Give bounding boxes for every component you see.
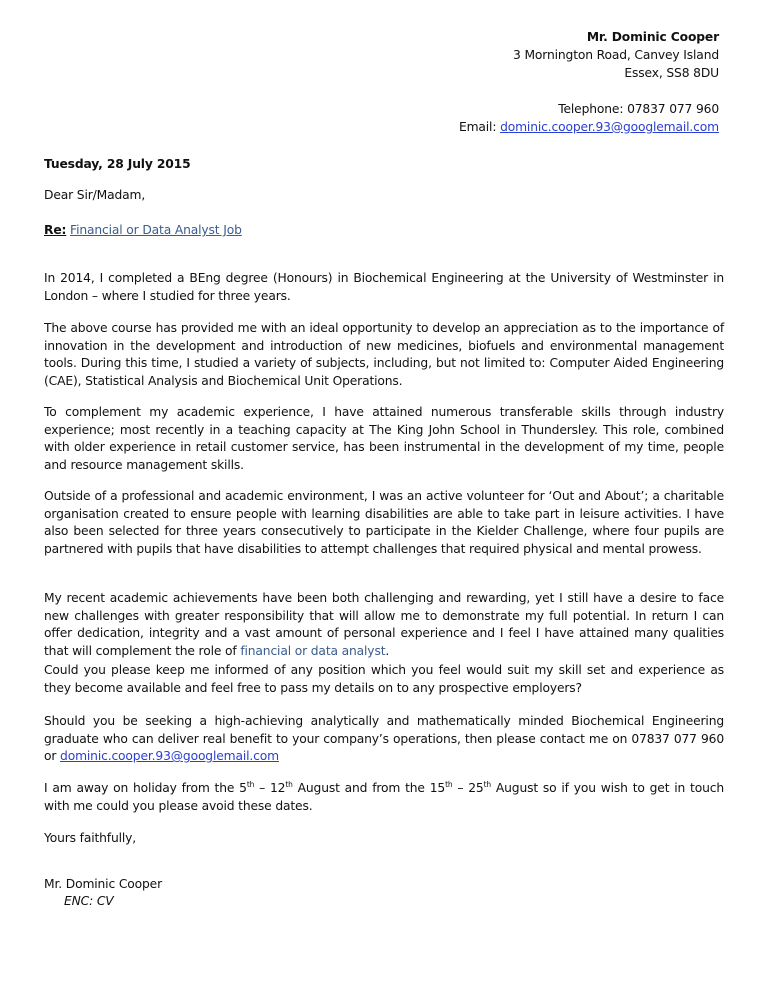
subject-line — [44, 222, 724, 240]
re-label: Re: — [44, 223, 67, 237]
paragraph-achievements — [44, 590, 724, 660]
achievements-end: . — [385, 643, 390, 658]
holiday-text: August and from the 15 — [292, 781, 446, 795]
paragraph-course: The above course has provided me with an ideal opportunity to develop an appreciation as to the importance of innovation in the development and introduction of new medicines, biofuels and environmental management tools. During this time, I studied a variety of subjects, including, but not limited to: Computer Aided Engineering (CAE), Statistical Analysis and Biochemical Unit Operations. — [44, 321, 724, 388]
holiday-text: – 25 — [452, 781, 484, 795]
sender-block — [459, 28, 719, 136]
sender-address-line1: 3 Mornington Road, Canvey Island — [513, 48, 719, 62]
achievements-text: My recent academic achievements have been both challenging and rewarding, yet I still have a desire to face new challenges with greater responsibility that will allow me to demonstrate my full potential. In return I can offer dedication, integrity and a vast amount of personal experience and I feel I have attained many qualities that will complement the role of — [44, 591, 724, 658]
signature-name: Mr. Dominic Cooper — [44, 877, 162, 891]
holiday-text: I am away on holiday from the 5 — [44, 781, 247, 795]
ordinal-suffix: th — [285, 779, 293, 789]
spacer — [459, 82, 719, 100]
role-highlight: financial or data analyst — [240, 643, 386, 658]
sender-email-link[interactable]: dominic.cooper.93@googlemail.com — [500, 120, 719, 134]
letter-date: Tuesday, 28 July 2015 — [44, 157, 191, 171]
contact-text: Should you be seeking a high-achieving analytically and mathematically minded Biochemical Engineering graduate who can deliver real benefit to your company’s operations, then please contact me on 07837 077 960 or — [44, 714, 724, 764]
paragraph-contact — [44, 713, 724, 766]
paragraph-volunteering: Outside of a professional and academic environment, I was an active volunteer for ‘Out and About’; a charitable organisation created to ensure people with learning disabilities are able to take part in leisure activities. I have also been selected for three years consecutively to participate in the Kielder Challenge, where four pupils are partnered with pupils that have disabilities to attempt challenges that required physical and mental prowess. — [44, 489, 724, 556]
ordinal-suffix: th — [483, 779, 491, 789]
sender-name: Mr. Dominic Cooper — [586, 30, 719, 44]
sender-email-line — [459, 118, 719, 136]
enclosure-note: ENC: CV — [64, 894, 114, 908]
sender-telephone: Telephone: 07837 077 960 — [558, 102, 719, 116]
closing: Yours faithfully, — [44, 831, 137, 845]
email-label: Email: — [458, 120, 501, 134]
paragraph-request: Could you please keep me informed of any position which you feel would suit my skill set and experience as they become available and feel free to pass my details on to any prospective employers? — [44, 663, 724, 695]
ordinal-suffix: th — [445, 779, 453, 789]
holiday-text: August so if you wish to get in touch with me could you please avoid these dates. — [44, 781, 724, 813]
sender-address-line2: Essex, SS8 8DU — [624, 66, 719, 80]
paragraph-experience: To complement my academic experience, I have attained numerous transferable skills through industry experience; most recently in a teaching capacity at The King John School in Thundersley. This role, combined with older experience in retail customer service, has been instrumental in the development of my time, people and resource management skills. — [44, 405, 724, 472]
contact-email-link[interactable]: dominic.cooper.93@googlemail.com — [60, 749, 279, 764]
holiday-text: – 12 — [254, 781, 286, 795]
salutation: Dear Sir/Madam, — [44, 188, 146, 202]
paragraph-holiday — [44, 780, 724, 815]
ordinal-suffix: th — [246, 779, 255, 789]
re-subject: Financial or Data Analyst Job — [70, 223, 242, 237]
paragraph-education: In 2014, I completed a BEng degree (Honours) in Biochemical Engineering at the University of Westminster in London – where I studied for three years. — [44, 271, 724, 303]
